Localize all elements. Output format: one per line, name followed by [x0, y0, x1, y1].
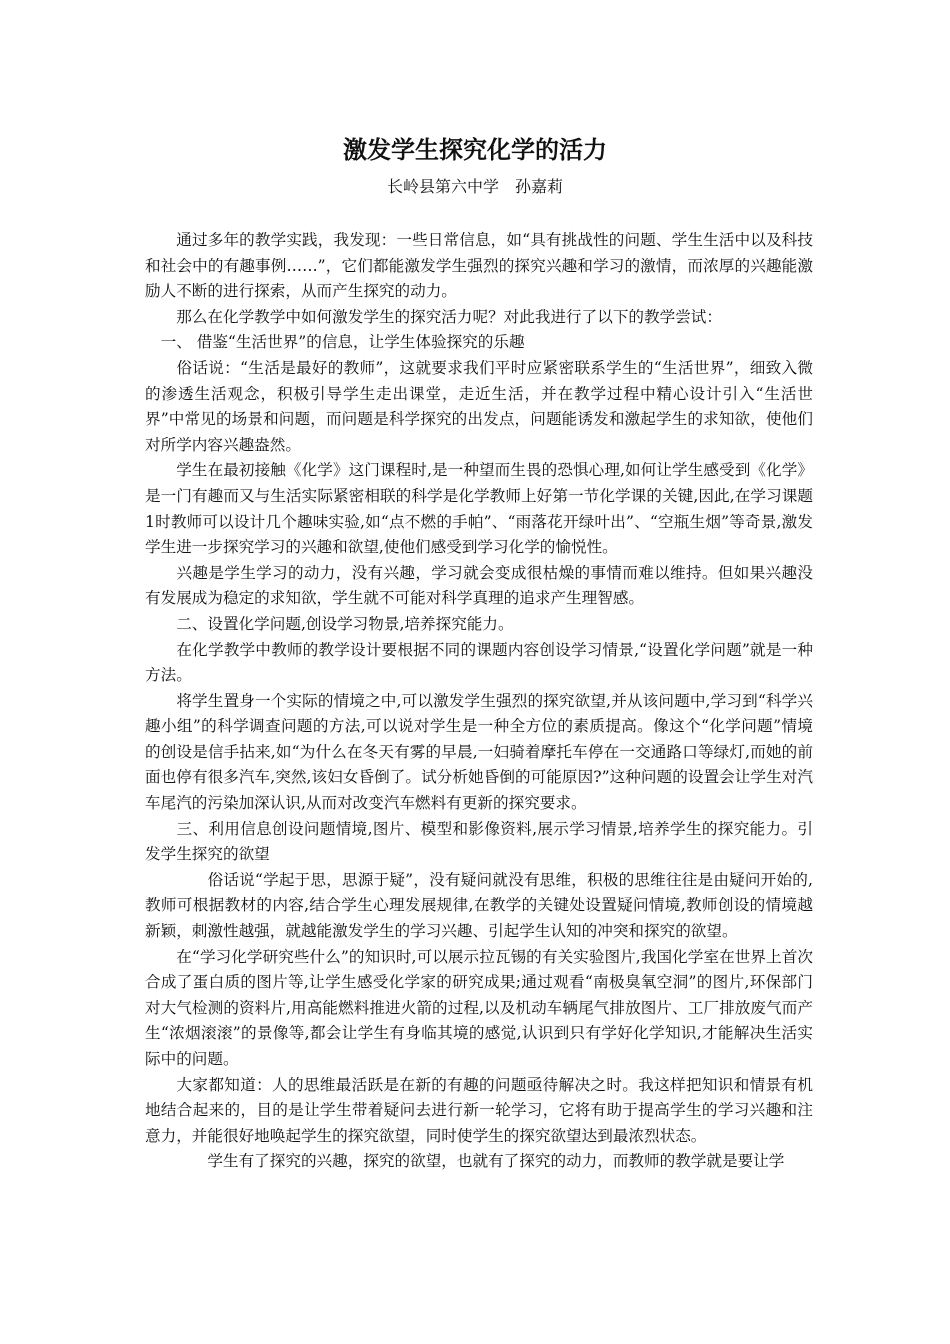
paragraph: 兴趣是学生学习的动力，没有兴趣，学习就会变成很枯燥的事情而难以维持。但如果兴趣没有发展成为稳定的求知欲，学生就不可能对科学真理的追求产生理智感。 — [145, 563, 813, 608]
paragraph: 二、设置化学问题,创设学习物景,培养探究能力。 — [176, 614, 514, 633]
paragraph: 三、利用信息创设问题情境,图片、模型和影像资料,展示学习情景,培养学生的探究能力。引发学生探究的欲望 — [145, 819, 813, 864]
author-byline: 长岭县第六中学 孙嘉莉 — [386, 177, 563, 196]
paragraph: 通过多年的教学实践，我发现：一些日常信息，如“具有挑战性的问题、学生生活中以及科技和社会中的有趣事例……”，它们都能激发学生强烈的探究兴趣和学习的激情，而浓厚的兴趣能激励人不断的进行探索，从而产生探究的动力。 — [145, 231, 813, 301]
paragraph: 在“学习化学研究些什么”的知识时,可以展示拉瓦锡的有关实验图片,我国化学室在世界上首次合成了蛋白质的图片等,让学生感受化学家的研究成果;通过观看“南极臭氧空洞”的图片,环保部门对大气检测的资料片,用高能燃料推进火箭的过程,以及机动车辆尾气排放图片、工厂排放废气而产生“浓烟滚滚”的景像等,都会让学生有身临其境的感觉,认识到只有学好化学知识,才能解决生活实际中的问题。 — [145, 947, 813, 1068]
paragraph: 俗话说：“生活是最好的教师”，这就要求我们平时应紧密联系学生的“生活世界”，细致入微的渗透生活观念，积极引导学生走出课堂，走近生活，并在教学过程中精心设计引入“生活世界”中常见的场景和问题，而问题是科学探究的出发点，问题能诱发和激起学生的求知欲，使他们对所学内容兴趣盎然。 — [145, 358, 813, 454]
document-title: 激发学生探究化学的活力 — [343, 135, 607, 164]
paragraph: 俗话说“学起于思，思源于疑”，没有疑问就没有思维，积极的思维往往是由疑问开始的,教师可根据教材的内容,结合学生心理发展规律,在教学的关键处设置疑问情境,教师创设的情境越新颖，刺激性越强，就越能激发学生的学习兴趣、引起学生认知的冲突和探究的欲望。 — [145, 870, 813, 941]
paragraph: 大家都知道：人的思维最活跃是在新的有趣的问题亟待解决之时。我这样把知识和情景有机地结合起来的，目的是让学生带着疑问去进行新一轮学习，它将有助于提高学生的学习兴趣和注意力，并能很好地唤起学生的探究欲望，同时使学生的探究欲望达到最浓烈状态。 — [145, 1075, 813, 1145]
paragraph: 学生在最初接触《化学》这门课程时,是一种望而生畏的恐惧心理,如何让学生感受到《化学》是一门有趣而又与生活实际紧密相联的科学是化学教师上好第一节化学课的关键,因此,在学习课题1时教师可以设计几个趣味实验,如“点不燃的手帕”、“雨落花开绿叶出”、“空瓶生烟”等奇景,激发学生进一步探究学习的兴趣和欲望,使他们感受到学习化学的愉悦性。 — [145, 461, 813, 557]
paragraph: 在化学教学中教师的教学设计要根据不同的课题内容创设学习情景,“设置化学问题”就是一种方法。 — [145, 640, 813, 685]
paragraph: 一、 借鉴“生活世界”的信息，让学生体验探究的乐趣 — [160, 333, 525, 352]
paragraph: 将学生置身一个实际的情境之中,可以激发学生强烈的探究欲望,并从该问题中,学习到“科学兴趣小组”的科学调查问题的方法,可以说对学生是一种全方位的素质提高。像这个“化学问题”情境的创设是信手拈来,如“为什么在冬天有雾的早晨,一妇骑着摩托车停在一交通路口等绿灯,而她的前面也停有很多汽车,突然,该妇女昏倒了。试分析她昏倒的可能原因?”这种问题的设置会让学生对汽车尾汽的污染加深认识,从而对改变汽车燃料有更新的探究要求。 — [145, 691, 813, 813]
article-body — [145, 228, 813, 1175]
paragraph: 那么在化学教学中如何激发学生的探究活力呢？对此我进行了以下的教学尝试： — [176, 307, 722, 326]
paragraph: 学生有了探究的兴趣，探究的欲望，也就有了探究的动力，而教师的教学就是要让学 — [207, 1152, 785, 1171]
